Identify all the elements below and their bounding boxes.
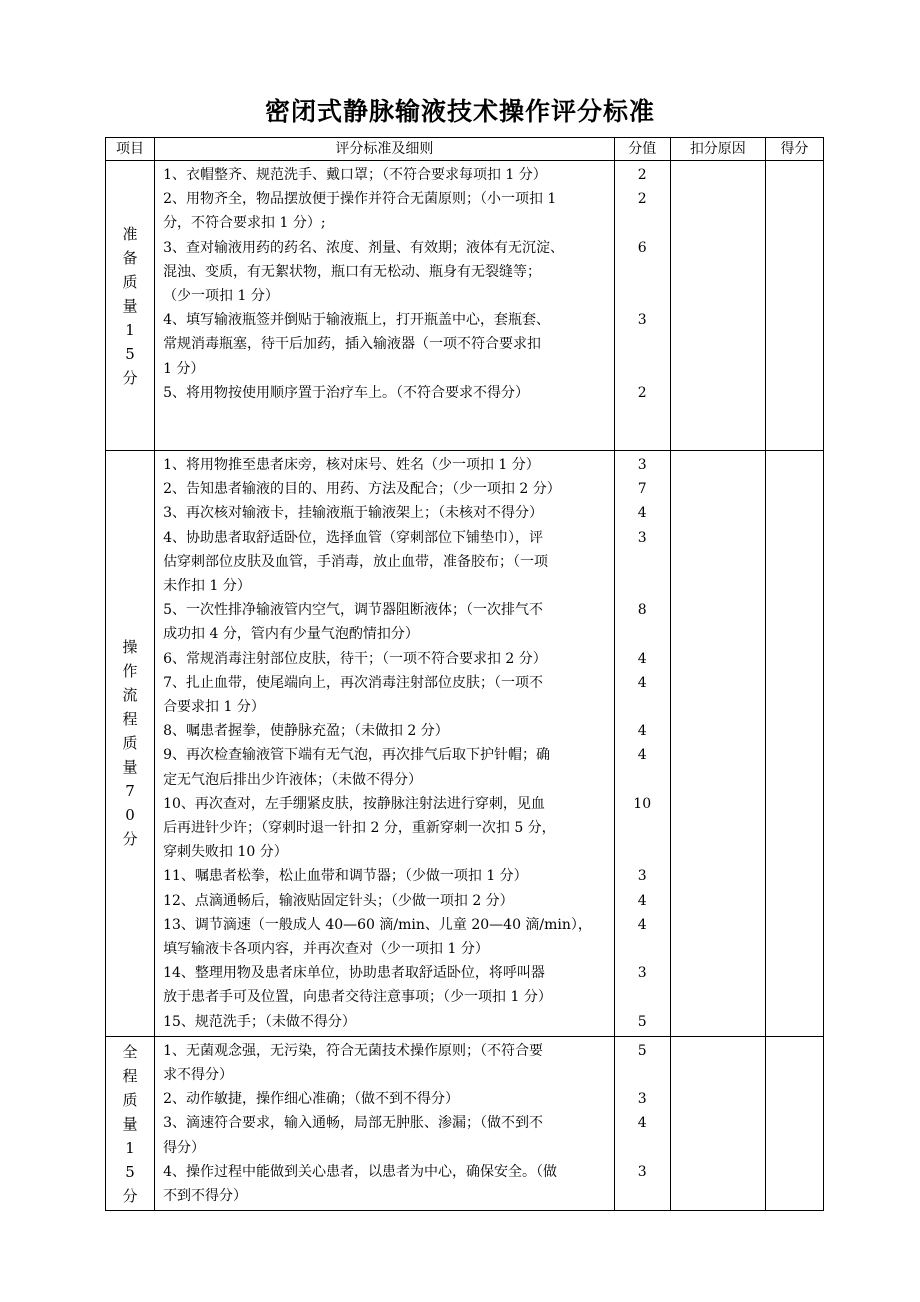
criteria-line: 7、扎止血带，使尾端向上，再次消毒注射部位皮肤；（一项不 (163, 674, 543, 691)
criteria-line: 3、查对输液用药的药名、浓度、剂量、有效期；液体有无沉淀、 (163, 239, 564, 256)
criteria-line: 12、点滴通畅后，输液贴固定针头；（少做一项扣 2 分） (163, 892, 514, 909)
score-value: 3 (637, 868, 647, 885)
obtained-score-cell[interactable] (765, 451, 823, 1037)
section-criteria (155, 1036, 615, 1210)
criteria-line: 14、整理用物及患者床单位，协助患者取舒适卧位，将呼叫器 (163, 965, 545, 982)
score-value (615, 985, 670, 1009)
header-score: 分值 (614, 138, 670, 161)
scoring-table (105, 137, 824, 1211)
obtained-score-cell[interactable] (765, 161, 823, 451)
criteria-line: 4、协助患者取舒适卧位，选择血管（穿刺部位下铺垫巾），评 (163, 529, 543, 546)
score-value (615, 1184, 670, 1208)
criteria-line: 得分） (163, 1139, 206, 1156)
criteria-line: 11、嘱患者松拳，松止血带和调节器；（少做一项扣 1 分） (163, 868, 528, 885)
score-value: 4 (637, 916, 647, 933)
criteria-line: 2、动作敏捷，操作细心准确；（做不到不得分） (163, 1091, 459, 1108)
criteria-line: 2、用物齐全，物品摆放便于操作并符合无菌原则；（小一项扣 1 (163, 191, 557, 208)
score-value: 3 (637, 529, 647, 546)
table-header-row (106, 138, 824, 161)
score-value (615, 260, 670, 284)
criteria-line: 分，不符合要求扣 1 分）; (163, 215, 326, 232)
score-value (615, 1063, 670, 1087)
section-label: 准备质量15分 (106, 161, 155, 451)
score-value: 7 (637, 481, 647, 498)
criteria-line: 估穿刺部位皮肤及血管，手消毒，放止血带，准备胶布；（一项 (163, 553, 549, 570)
score-value (615, 405, 670, 429)
header-item: 项目 (106, 138, 155, 161)
score-value: 4 (637, 892, 647, 909)
criteria-line: 填写输液卡各项内容，并再次查对（少一项扣 1 分） (163, 941, 489, 958)
score-value (615, 574, 670, 598)
criteria-line: 放于患者手可及位置，向患者交待注意事项；（少一项扣 1 分） (163, 989, 552, 1006)
score-value (615, 550, 670, 574)
score-value: 4 (637, 650, 647, 667)
criteria-line: 未作扣 1 分） (163, 578, 251, 595)
header-criteria: 评分标准及细则 (155, 138, 615, 161)
criteria-line: 1、无菌观念强，无污染，符合无菌技术操作原则；（不符合要 (163, 1042, 543, 1059)
score-value (615, 768, 670, 792)
criteria-line: 13、调节滴速（一般成人 40—60 滴/min、儿童 20—40 滴/min）， (163, 916, 592, 933)
score-value (615, 937, 670, 961)
criteria-line: 9、再次检查输液管下端有无气泡，再次排气后取下护针帽；确 (163, 747, 550, 764)
score-value: 4 (637, 674, 647, 691)
score-value (615, 622, 670, 646)
deduction-reason-cell[interactable] (670, 161, 765, 451)
criteria-line: 2、告知患者输液的目的、用药、方法及配合；（少一项扣 2 分） (163, 481, 561, 498)
score-value: 4 (637, 505, 647, 522)
section-procedure (106, 451, 824, 1037)
section-scores (614, 161, 670, 451)
criteria-line: 定无气泡后排出少许液体；（未做不得分） (163, 771, 423, 788)
deduction-reason-cell[interactable] (670, 1036, 765, 1210)
score-value: 3 (637, 312, 647, 329)
section-criteria (155, 161, 615, 451)
section-scores (614, 1036, 670, 1210)
score-value (615, 357, 670, 381)
criteria-line: 3、再次核对输液卡，挂输液瓶于输液架上；（未核对不得分） (163, 505, 543, 522)
section-scores (614, 451, 670, 1037)
criteria-line: 15、规范洗手；（未做不得分） (163, 1013, 356, 1030)
criteria-line (163, 405, 610, 429)
criteria-line: 1、将用物推至患者床旁，核对床号、姓名（少一项扣 1 分） (163, 457, 540, 473)
score-value: 5 (637, 1042, 647, 1059)
score-value (615, 211, 670, 235)
criteria-line: 5、一次性排净输液管内空气，调节器阻断液体；（一次排气不 (163, 602, 543, 619)
criteria-line: 常规消毒瓶塞，待干后加药，插入输液器（一项不符合要求扣 (163, 336, 542, 353)
criteria-line: 1、衣帽整齐、规范洗手、戴口罩；（不符合要求每项扣 1 分） (163, 167, 547, 183)
deduction-reason-cell[interactable] (670, 451, 765, 1037)
score-value: 2 (637, 167, 647, 183)
criteria-line: 10、再次查对，左手绷紧皮肤，按静脉注射法进行穿刺，见血 (163, 795, 545, 812)
criteria-line: 4、填写输液瓶签并倒贴于输液瓶上，打开瓶盖中心，套瓶套、 (163, 312, 550, 329)
criteria-line: 4、操作过程中能做到关心患者，以患者为中心，确保安全。（做 (163, 1163, 557, 1180)
criteria-line: 混浊、变质，有无絮状物，瓶口有无松动、瓶身有无裂缝等； (163, 263, 542, 280)
score-value: 2 (637, 384, 647, 401)
section-criteria (155, 451, 615, 1037)
section-preparation (106, 161, 824, 451)
criteria-line: 3、滴速符合要求，输入通畅，局部无肿胀、渗漏；（做不到不 (163, 1115, 543, 1132)
header-reason: 扣分原因 (670, 138, 765, 161)
criteria-line: 成功扣 4 分，管内有少量气泡酌情扣分） (163, 626, 419, 643)
criteria-line: 6、常规消毒注射部位皮肤，待干；（一项不符合要求扣 2 分） (163, 650, 547, 667)
score-value (615, 695, 670, 719)
score-value: 4 (637, 747, 647, 764)
criteria-line: （少一项扣 1 分） (163, 288, 279, 305)
section-label: 操作流程质量70分 (106, 451, 155, 1037)
score-value: 4 (637, 1115, 647, 1132)
score-value: 3 (637, 965, 647, 982)
page-title: 密闭式静脉输液技术操作评分标准 (264, 97, 655, 126)
score-value: 5 (637, 1013, 647, 1030)
header-got: 得分 (765, 138, 823, 161)
score-value: 2 (637, 191, 647, 208)
score-value: 4 (637, 723, 647, 740)
score-value (615, 816, 670, 840)
criteria-line: 1 分） (163, 360, 205, 377)
score-value: 6 (637, 239, 647, 256)
score-value (615, 284, 670, 308)
score-value (615, 332, 670, 356)
score-value: 10 (633, 795, 652, 812)
criteria-line: 后再进针少许；（穿刺时退一针扣 2 分，重新穿刺一次扣 5 分， (163, 820, 556, 837)
score-value: 8 (637, 602, 647, 619)
score-value: 3 (637, 457, 647, 473)
section-label: 全程质量15分 (106, 1036, 155, 1210)
criteria-line: 求不得分） (163, 1067, 234, 1084)
score-value: 3 (637, 1163, 647, 1180)
score-value (615, 840, 670, 864)
score-value (615, 1136, 670, 1160)
criteria-line: 5、将用物按使用顺序置于治疗车上。（不符合要求不得分） (163, 384, 529, 401)
criteria-line: 合要求扣 1 分） (163, 699, 265, 716)
criteria-line: 8、嘱患者握拳，使静脉充盈；（未做扣 2 分） (163, 723, 449, 740)
section-overall (106, 1036, 824, 1210)
obtained-score-cell[interactable] (765, 1036, 823, 1210)
score-value: 3 (637, 1091, 647, 1108)
criteria-line: 穿刺失败扣 10 分） (163, 844, 288, 861)
criteria-line: 不到不得分） (163, 1188, 248, 1205)
